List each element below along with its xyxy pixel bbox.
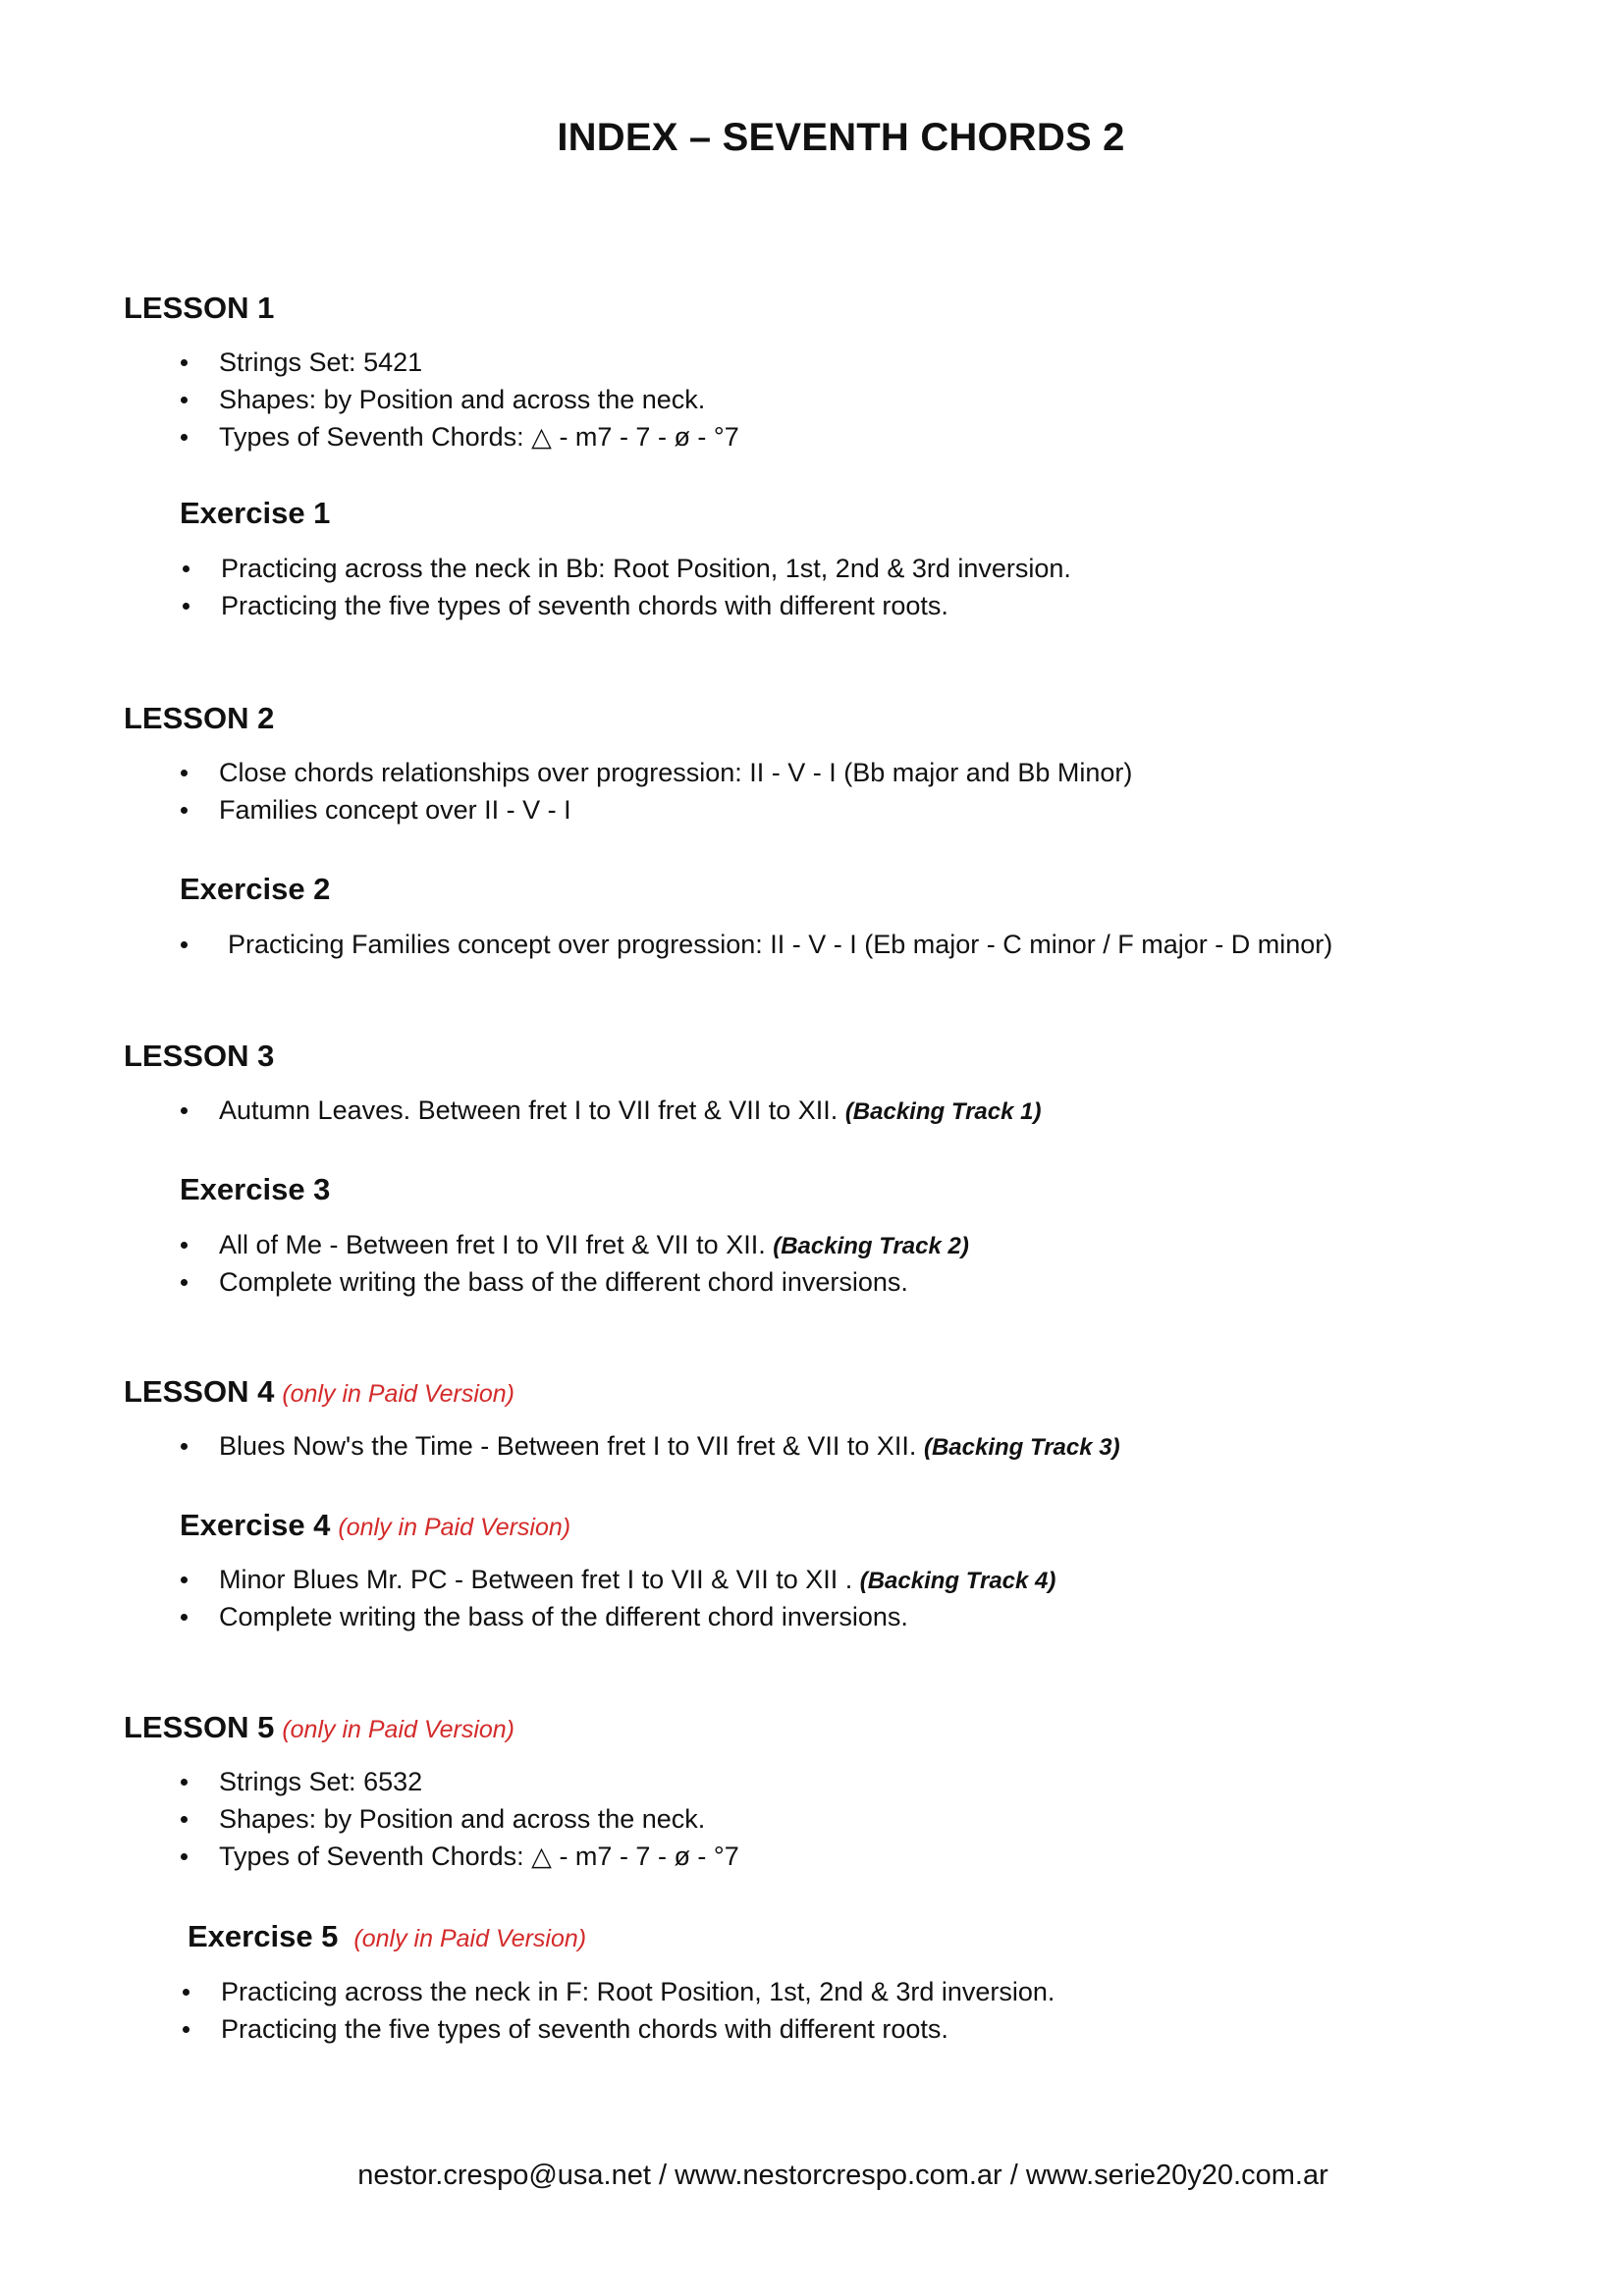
list-item xyxy=(181,1763,739,1800)
list-item-text: Complete writing the bass of the different chord inversions. xyxy=(219,1267,908,1297)
list-item xyxy=(181,381,739,418)
list-item xyxy=(181,754,1132,791)
list-item xyxy=(181,1800,739,1838)
lesson-2-heading xyxy=(124,701,274,736)
exercise-1-list xyxy=(183,550,1071,624)
lesson-1-list xyxy=(181,344,739,455)
exercise-5-list xyxy=(183,1973,1055,2048)
list-item xyxy=(181,344,739,381)
backing-track-label: (Backing Track 3) xyxy=(923,1434,1120,1461)
list-item xyxy=(181,1092,1041,1129)
exercise-title: Exercise 4 xyxy=(180,1508,331,1542)
list-item-text: Blues Now's the Time - Between fret I to VII fret & VII to XII. xyxy=(219,1431,924,1461)
backing-track-label: (Backing Track 1) xyxy=(844,1098,1042,1125)
backing-track-label: (Backing Track 4) xyxy=(859,1568,1056,1594)
list-item-text: Practicing across the neck in F: Root Position, 1st, 2nd & 3rd inversion. xyxy=(221,1977,1055,2006)
list-item-text: Practicing across the neck in Bb: Root Position, 1st, 2nd & 3rd inversion. xyxy=(221,554,1071,583)
lesson-1-heading xyxy=(124,291,274,326)
list-item xyxy=(181,1427,1120,1465)
list-item xyxy=(183,2010,1055,2048)
lesson-4-heading xyxy=(124,1374,514,1410)
list-item xyxy=(183,550,1071,587)
lesson-3-list xyxy=(181,1092,1041,1129)
list-item-text: Strings Set: 6532 xyxy=(219,1767,423,1796)
exercise-2-heading xyxy=(180,872,330,907)
lesson-title: LESSON 1 xyxy=(124,291,275,325)
list-item-text: Practicing Families concept over progression: II - V - I (Eb major - C minor / F major - D minor) xyxy=(228,930,1333,959)
list-item xyxy=(181,1838,739,1875)
footer-contact: nestor.crespo@usa.net / www.nestorcrespo.com.ar / www.serie20y20.com.ar xyxy=(357,2160,1328,2191)
list-item-text: Close chords relationships over progression: II - V - I (Bb major and Bb Minor) xyxy=(219,758,1133,787)
list-item-text: Minor Blues Mr. PC - Between fret I to VII & VII to XII . xyxy=(219,1565,860,1594)
list-item xyxy=(181,926,1332,963)
lesson-title: LESSON 5 xyxy=(124,1710,275,1744)
list-item-text: Shapes: by Position and across the neck. xyxy=(219,385,706,414)
lesson-title: LESSON 3 xyxy=(124,1039,275,1073)
list-item-text: Families concept over II - V - I xyxy=(219,795,571,825)
list-item-text: Types of Seventh Chords: △ - m7 - 7 - ø - °7 xyxy=(219,1842,739,1871)
lesson-title: LESSON 2 xyxy=(124,701,275,735)
exercise-title: Exercise 5 xyxy=(188,1919,339,1953)
exercise-4-heading xyxy=(180,1508,570,1543)
paid-version-note: (only in Paid Version) xyxy=(338,1514,571,1541)
list-item-text: Practicing the five types of seventh chords with different roots. xyxy=(221,2014,948,2044)
list-item-text: Complete writing the bass of the different chord inversions. xyxy=(219,1602,908,1631)
lesson-2-list xyxy=(181,754,1132,828)
exercise-3-list xyxy=(181,1226,969,1301)
list-item xyxy=(181,1226,969,1263)
lesson-5-list xyxy=(181,1763,739,1875)
list-item xyxy=(183,1973,1055,2010)
list-item xyxy=(181,791,1132,828)
backing-track-label: (Backing Track 2) xyxy=(773,1233,969,1259)
exercise-3-heading xyxy=(180,1172,330,1207)
list-item xyxy=(181,1561,1055,1598)
list-item xyxy=(183,587,1071,624)
lesson-4-list xyxy=(181,1427,1120,1465)
list-item xyxy=(181,418,739,455)
page-title: INDEX – SEVENTH CHORDS 2 xyxy=(557,116,1125,159)
exercise-1-heading xyxy=(180,496,330,531)
paid-version-note: (only in Paid Version) xyxy=(282,1380,515,1408)
lesson-3-heading xyxy=(124,1039,274,1074)
list-item-text: Shapes: by Position and across the neck. xyxy=(219,1804,706,1834)
lesson-title: LESSON 4 xyxy=(124,1374,275,1409)
paid-version-note: (only in Paid Version) xyxy=(353,1925,587,1952)
list-item-text: Autumn Leaves. Between fret I to VII fret & VII to XII. xyxy=(219,1095,845,1125)
list-item xyxy=(181,1263,969,1301)
exercise-title: Exercise 1 xyxy=(180,496,331,530)
list-item-text: All of Me - Between fret I to VII fret & VII to XII. xyxy=(219,1230,774,1259)
exercise-title: Exercise 2 xyxy=(180,872,331,906)
exercise-4-list xyxy=(181,1561,1055,1635)
lesson-5-heading xyxy=(124,1710,514,1745)
list-item xyxy=(181,1598,1055,1635)
list-item-text: Practicing the five types of seventh chords with different roots. xyxy=(221,591,948,620)
exercise-5-heading xyxy=(188,1919,586,1954)
list-item-text: Types of Seventh Chords: △ - m7 - 7 - ø - °7 xyxy=(219,422,739,452)
list-item-text: Strings Set: 5421 xyxy=(219,347,423,377)
exercise-2-list xyxy=(181,926,1332,963)
paid-version-note: (only in Paid Version) xyxy=(282,1716,515,1743)
exercise-title: Exercise 3 xyxy=(180,1172,331,1206)
